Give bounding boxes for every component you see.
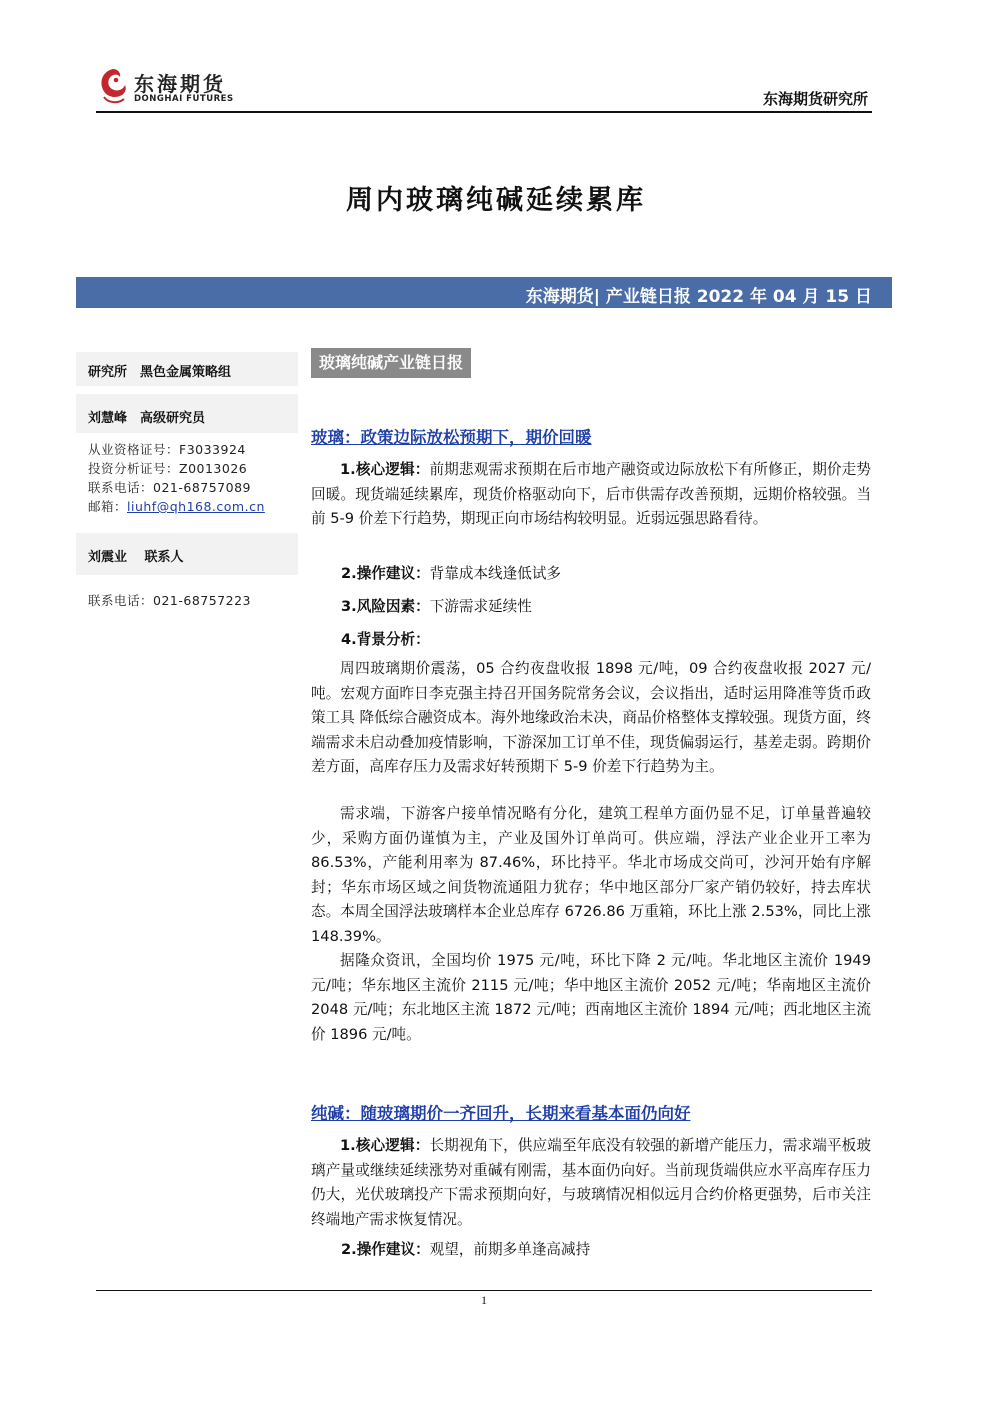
soda-section-title[interactable]: 纯碱：随玻璃期价一齐回升，长期来看基本面仍向好 [311,1104,691,1123]
analyst1-phone: 联系电话：021-68757089 [88,480,251,495]
sidebar-dept: 研究所 黑色金属策略组 [88,365,232,380]
soda-logic-text: 长期视角下，供应端至年底没有较强的新增产能压力，需求端平板玻璃产量或继续延续涨势对重碱有刚需，基本面仍向好。当前现货端供应水平高库存压力仍大，光伏玻璃投产下需求预期向好，与玻璃情况相似远月合约价格更强势，后市关注终端地产需求恢复情况。 [311,1137,871,1228]
glass-risk-text: 下游需求延续性 [429,598,532,615]
logo-text-cn: 东海期货 [134,72,226,96]
analyst1-qualification: 从业资格证号：F3033924 [88,442,246,457]
glass-bg-paragraph-1: 周四玻璃期价震荡，05 合约夜盘收报 1898 元/吨，09 合约夜盘收报 2027 元/吨。宏观方面昨日李克强主持召开国务院常务会议，会议指出，适时运用降准等货币政策工具 降低综合融资成本。海外地缘政治未决，商品价格整体支撑较强。现货方面，终端需求未启动叠加疫情影响，下游深加工订单不佳，现货偏弱运行，基差走弱。跨期价差方面，高库存压力及需求好转预期下 5-9 价差下行趋势为主。 [311,660,871,776]
glass-risk [341,595,532,616]
document-title: 周内玻璃纯碱延续累库 [346,185,646,216]
header-divider [96,111,872,113]
analyst1-name: 刘慧峰 高级研究员 [88,411,206,426]
soda-op-label: 2.操作建议： [341,1241,430,1258]
analyst1-email-row [88,497,265,515]
glass-logic-text: 前期悲观需求预期在后市地产融资或边际放松下有所修正，期价走势回暖。现货端延续累库，现货价格驱动向下，后市供需存改善预期，远期价格较强。当前 5-9 价差下行趋势，期现正向市场结构较明显。近弱远强思路看待。 [311,461,871,528]
institute-name: 东海期货研究所 [762,90,868,108]
footer-divider [96,1290,872,1291]
glass-operation [341,562,561,583]
glass-bg-paragraph-2: 需求端，下游客户接单情况略有分化，建筑工程单方面仍显不足，订单量普遍较少，采购方面仍谨慎为主，产业及国外订单尚可。供应端，浮法产业企业开工率为 86.53%，产能利用率为 87.46%，环比持平。华北市场成交尚可，沙河开始有序解封；华东市场区域之间货物流通阻力犹存；华中地区部分厂家产销仍较好，持去库状态。本周全国浮法玻璃样本企业总库存 6726.86 万重箱，环比上涨 2.53%，同比上涨 148.39%。 [311,805,871,945]
glass-background [341,628,430,649]
soda-logic-label: 1.核心逻辑： [340,1137,430,1154]
soda-op-text: 观望，前期多单逢高减持 [429,1241,591,1258]
dragon-logo-icon [96,66,130,106]
logo-text-en: DONGHAI FUTURES [134,94,234,104]
glass-op-text: 背靠成本线逢低试多 [429,565,562,582]
glass-op-label: 2.操作建议： [341,565,430,582]
soda-core-logic [311,1134,871,1234]
company-logo [96,66,256,112]
section-tag: 玻璃纯碱产业链日报 [311,348,471,378]
analyst2-phone: 联系电话：021-68757223 [88,593,251,608]
glass-bg-label: 4.背景分析： [341,631,430,648]
soda-operation [341,1238,590,1259]
glass-logic-label: 1.核心逻辑： [340,461,430,478]
glass-section-title[interactable]: 玻璃：政策边际放松预期下，期价回暖 [311,428,592,447]
analyst1-email-link[interactable]: liuhf@qh168.com.cn [127,499,265,514]
glass-risk-label: 3.风险因素： [341,598,430,615]
glass-core-logic [311,458,871,558]
glass-bg-paragraph-3: 据隆众资讯，全国均价 1975 元/吨，环比下降 2 元/吨。华北地区主流价 1949 元/吨；华东地区主流价 2115 元/吨；华中地区主流价 2052 元/吨；华南地区主流价 2048 元/吨；东北地区主流 1872 元/吨；西南地区主流价 1894 元/吨；西北地区主流价 1896 元/吨。 [311,952,871,1043]
analyst2-name: 刘震业 联系人 [88,550,184,565]
page-number: 1 [481,1293,487,1307]
email-label: 邮箱： [88,499,128,514]
report-band-text: 东海期货| 产业链日报 2022 年 04 月 15 日 [525,287,872,307]
analyst1-invest-cert: 投资分析证号：Z0013026 [88,461,248,476]
